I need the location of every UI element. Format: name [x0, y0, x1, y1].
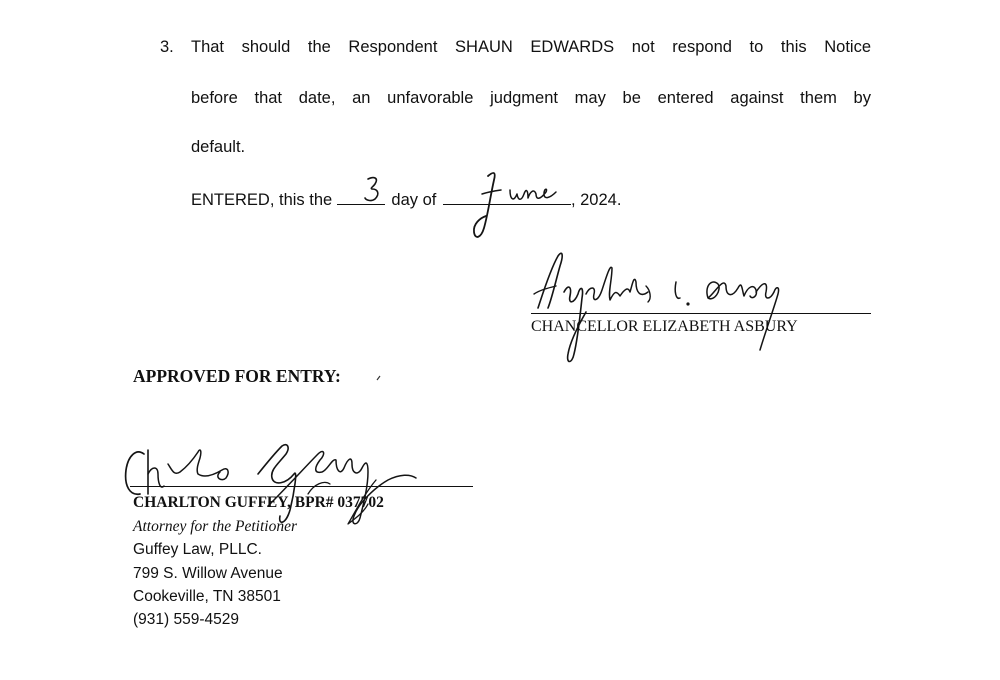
- attorney-address-line-2: Cookeville, TN 38501: [133, 588, 281, 605]
- chancellor-signature-line: [531, 313, 871, 314]
- entered-prefix: ENTERED, this the: [191, 191, 333, 209]
- order-paragraph-line-2: before that date, an unfavorable judgment may be entered against them by: [191, 89, 871, 107]
- chancellor-name: CHANCELLOR ELIZABETH ASBURY: [531, 318, 798, 335]
- entered-suffix: , 2024.: [570, 191, 622, 209]
- order-paragraph-line-1: That should the Respondent SHAUN EDWARDS not respond to this Notice: [191, 38, 871, 56]
- handwritten-month-signature: [468, 168, 568, 244]
- approved-heading: APPROVED FOR ENTRY:: [133, 366, 341, 386]
- attorney-address-line-1: 799 S. Willow Avenue: [133, 565, 283, 582]
- attorney-phone: (931) 559-4529: [133, 611, 239, 628]
- attorney-signature-line: [130, 486, 473, 487]
- chancellor-signature: [528, 246, 808, 370]
- stray-mark: [375, 374, 383, 382]
- attorney-name: CHARLTON GUFFEY, BPR# 037702: [133, 494, 384, 511]
- attorney-signature: [118, 434, 428, 530]
- order-paragraph-line-3: default.: [191, 138, 246, 156]
- entered-middle: day of: [391, 191, 437, 209]
- attorney-role: Attorney for the Petitioner: [133, 518, 298, 535]
- handwritten-day-signature: [360, 174, 390, 208]
- attorney-firm: Guffey Law, PLLC.: [133, 541, 262, 558]
- item-number: 3.: [160, 38, 174, 56]
